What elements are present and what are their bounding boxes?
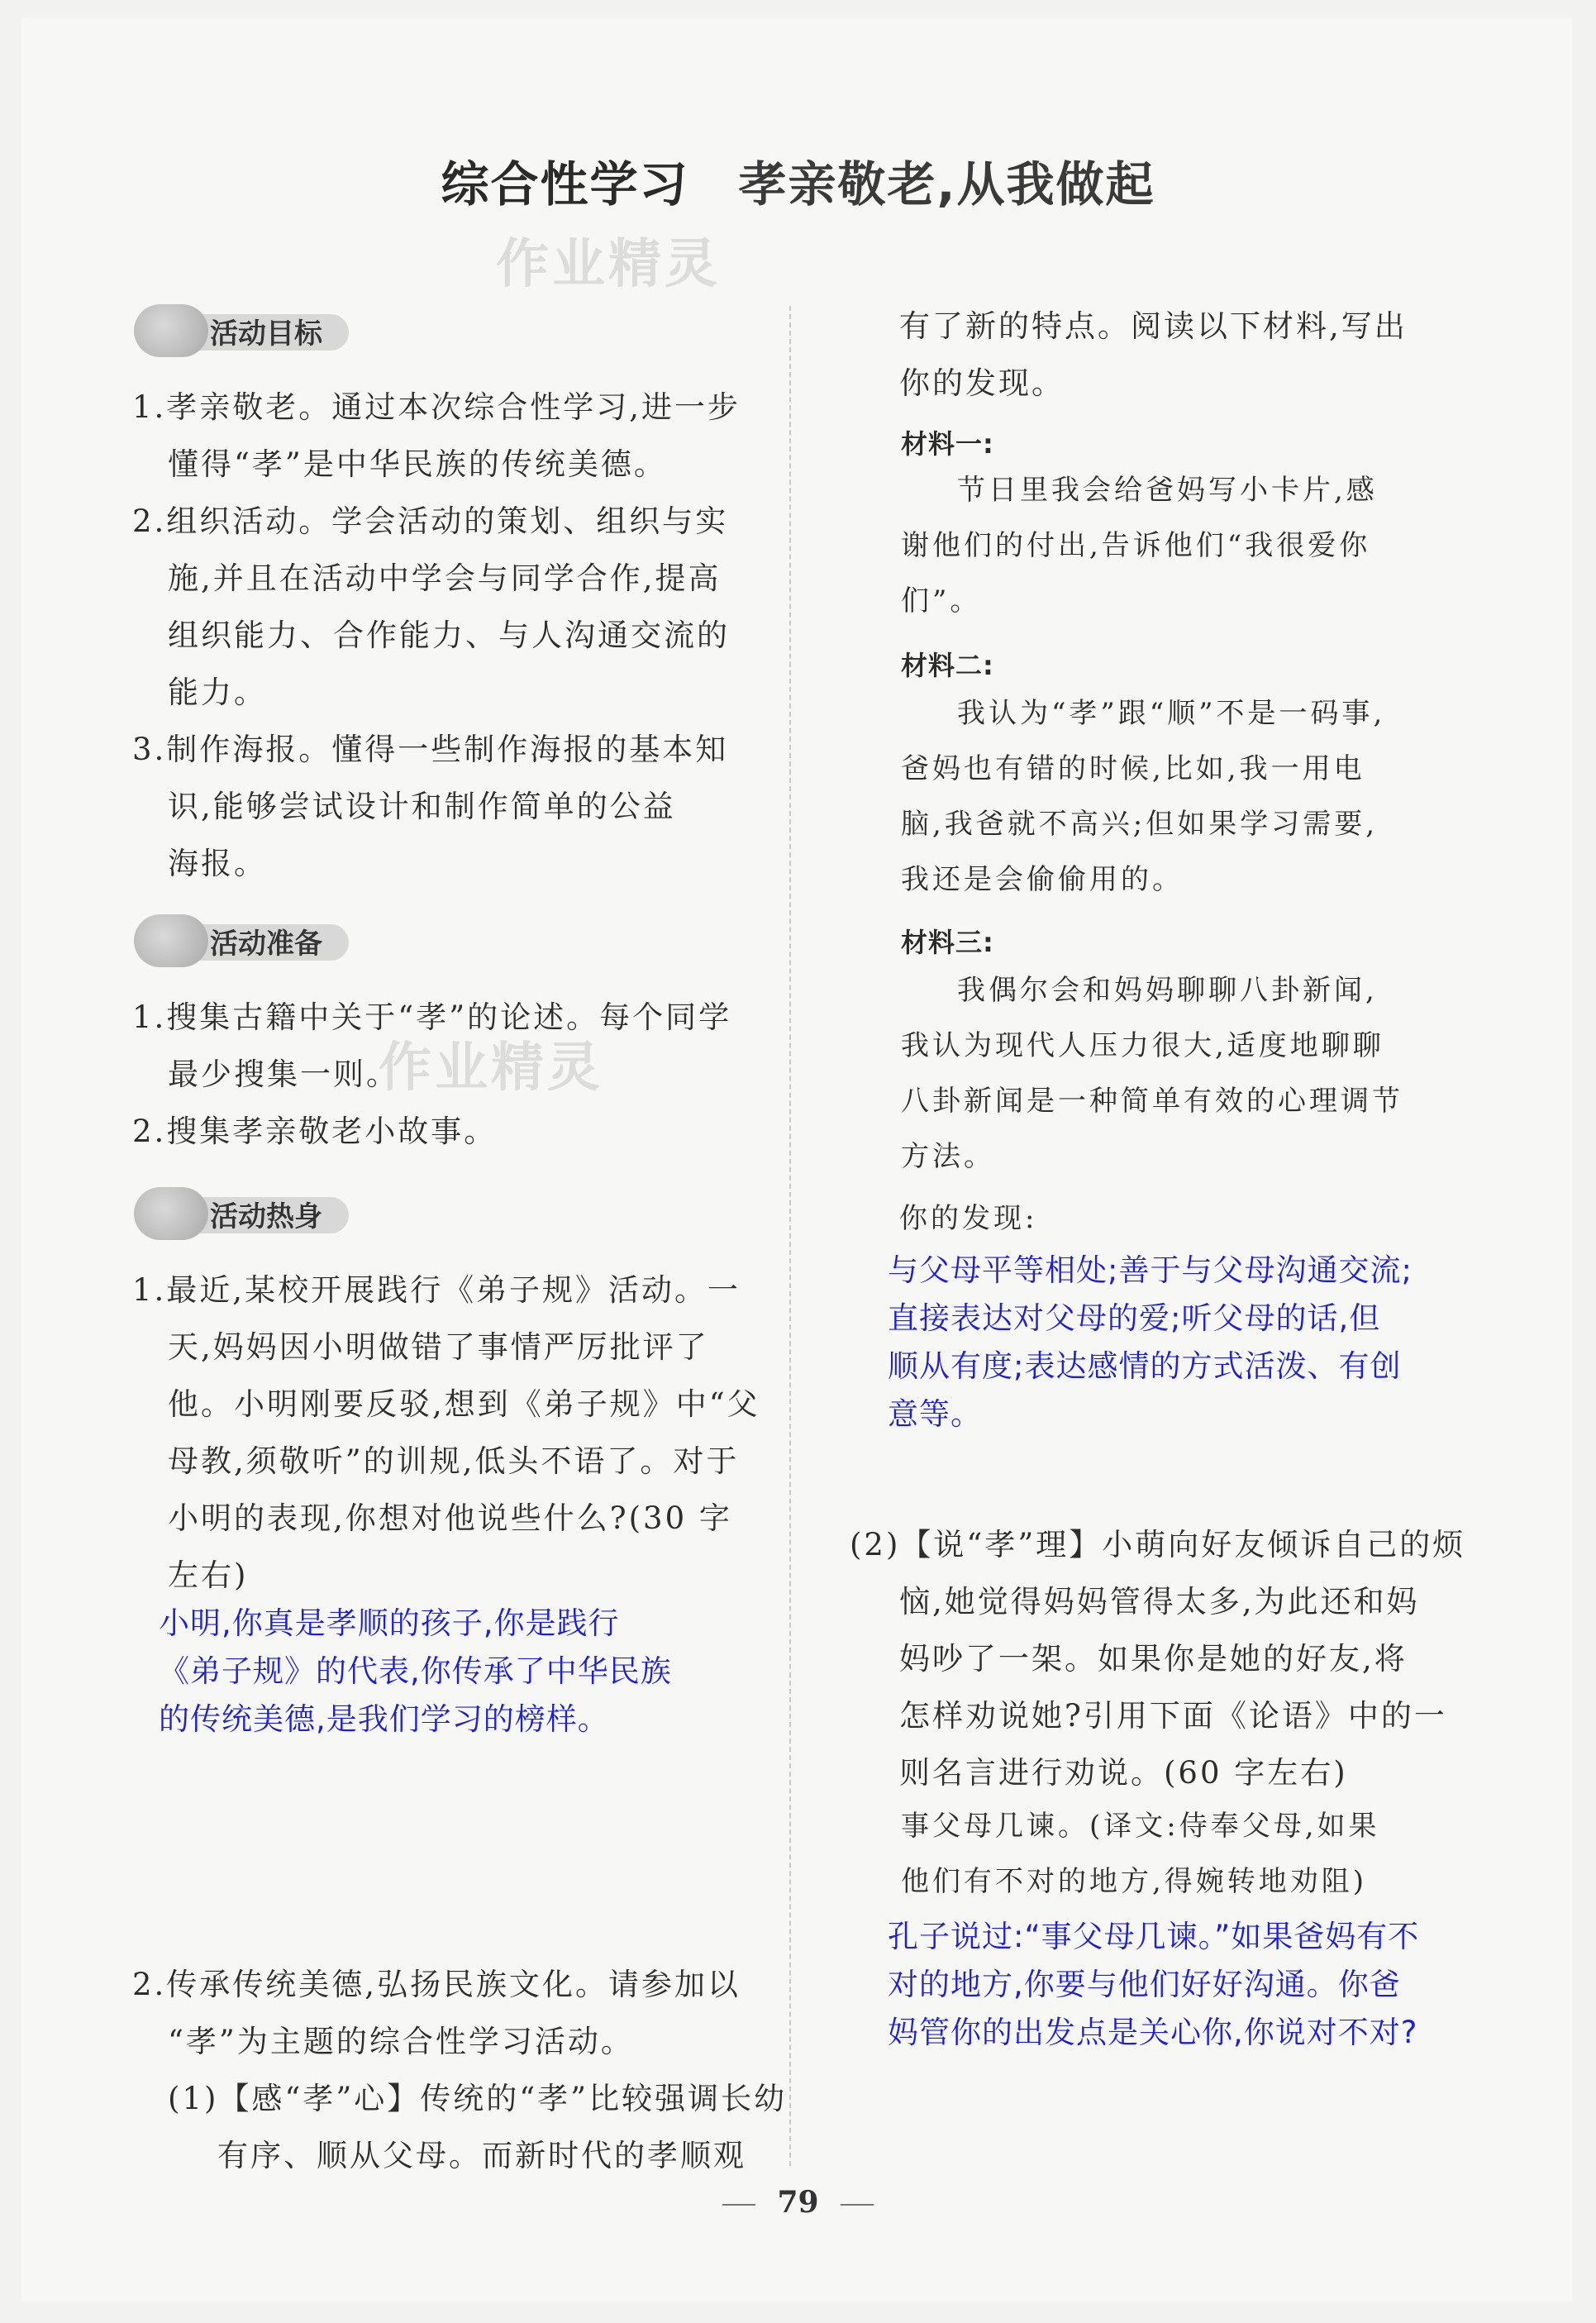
text-line: 我还是会偷偷用的。 [901,863,1184,896]
text-line: 八卦新闻是一种简单有效的心理调节 [901,1085,1403,1118]
answer-line: 对的地方,你要与他们好好沟通。你爸 [888,1967,1401,2002]
answer-line: 孔子说过:“事父母几谏。”如果爸妈有不 [888,1919,1420,1954]
text-line: 我偶尔会和妈妈聊聊八卦新闻, [957,974,1378,1007]
cloud-icon [134,304,208,357]
text-line: 事父母几谏。(译文:侍奉父母,如果 [901,1810,1380,1843]
text-line: 2.搜集孝亲敬老小故事。 [132,1114,498,1149]
answer-1 [159,1600,672,1743]
intro-text [899,298,1408,412]
text-line: 我认为现代人压力很大,适度地聊聊 [901,1029,1384,1062]
text-line: 们”。 [901,584,982,618]
text-line: 恼,她觉得妈妈管得太多,为此还和妈 [899,1584,1420,1619]
answer-line: 直接表达对父母的爱;听父母的话,但 [888,1300,1381,1336]
text-line: (1)【感“孝”心】传统的“孝”比较强调长幼 [168,2081,788,2116]
finding-label: 你的发现: [899,1202,1038,1235]
text-line: 天,妈妈因小明做错了事情严厉批评了 [168,1329,709,1365]
warmup-question-1 [132,1262,760,1604]
answer-line: 意等。 [888,1396,982,1432]
section-label: 活动准备 [210,928,322,961]
cloud-icon [134,1187,208,1240]
text-line: 妈吵了一架。如果你是她的好友,将 [899,1641,1408,1677]
watermark: 作业精灵 [496,234,721,295]
material-3-text [901,963,1403,1185]
text-line: 能力。 [168,675,267,710]
text-line: 母教,须敬听”的训规,低头不语了。对于 [168,1443,740,1479]
text-line: 2.组织活动。学会活动的策划、组织与实 [132,503,729,539]
goal-text [132,379,741,892]
text-line: 施,并且在活动中学会与同学合作,提高 [168,560,722,596]
text-line: 你的发现。 [899,365,1065,401]
text-line: 海报。 [168,846,267,881]
text-line: 识,能够尝试设计和制作简单的公益 [168,789,676,824]
question-2 [132,1956,787,2184]
page-title [0,145,1596,215]
prep-text [132,989,731,1160]
answer-2 [888,1913,1419,2057]
question-2-2 [850,1516,1465,1801]
text-line: 怎样劝说她?引用下面《论语》中的一 [899,1698,1447,1734]
text-line: 2.传承传统美德,弘扬民族文化。请参加以 [132,1967,741,2002]
answer-line: 妈管你的出发点是关心你,你说对不对? [888,2015,1418,2050]
material-2-text [901,686,1385,908]
answer-line: 《弟子规》的代表,你传承了中华民族 [159,1653,672,1689]
section-header-goals [134,298,374,362]
text-line: 他们有不对的地方,得婉转地劝阻) [901,1865,1368,1898]
text-line: 1.最近,某校开展践行《弟子规》活动。一 [132,1272,741,1308]
text-line: 爸妈也有错的时候,比如,我一用电 [901,752,1365,785]
material-2-label: 材料二: [901,650,994,681]
text-line: 有序、顺从父母。而新时代的孝顺观 [217,2138,746,2173]
text-line: 谢他们的付出,告诉他们“我很爱你 [901,529,1371,562]
answer-line: 的传统美德,是我们学习的榜样。 [159,1701,609,1737]
material-1-label: 材料一: [901,428,994,460]
section-header-warmup [134,1181,374,1245]
answer-line: 与父母平等相处;善于与父母沟通交流; [888,1252,1413,1288]
section-label: 活动目标 [210,317,322,351]
material-1-text [901,463,1378,629]
text-line: 左右) [168,1557,249,1593]
text-line: 脑,我爸就不高兴;但如果学习需要, [901,808,1379,841]
text-line: 组织能力、合作能力、与人沟通交流的 [168,618,730,653]
text-line: 1.孝亲敬老。通过本次综合性学习,进一步 [132,389,741,425]
page-number-text: 79 [777,2185,819,2220]
text-line: 他。小明刚要反驳,想到《弟子规》中“父 [168,1386,760,1422]
answer-finding [888,1247,1413,1438]
section-header-prep [134,908,374,972]
text-line: 节日里我会给爸妈写小卡片,感 [957,474,1378,507]
text-line: 小明的表现,你想对他说些什么?(30 字 [168,1500,732,1536]
text-line: “孝”为主题的综合性学习活动。 [168,2024,634,2059]
text-line: 最少搜集一则。 [168,1057,399,1092]
answer-line: 小明,你真是孝顺的孩子,你是践行 [159,1605,620,1641]
watermark: 作业精灵 [379,1037,603,1099]
text-line: 方法。 [901,1140,995,1173]
text-line: 懂得“孝”是中华民族的传统美德。 [168,446,667,482]
text-line: 则名言进行劝说。(60 字左右) [899,1755,1348,1791]
cloud-icon [134,914,208,967]
text-line: 有了新的特点。阅读以下材料,写出 [899,308,1408,344]
text-line: 3.制作海报。懂得一些制作海报的基本知 [132,732,729,767]
section-label: 活动热身 [210,1200,322,1233]
column-divider [789,306,791,2166]
quote-text [901,1799,1380,1910]
answer-line: 顺从有度;表达感情的方式活泼、有创 [888,1348,1402,1384]
material-3-label: 材料三: [901,927,994,958]
page-number [0,2185,1596,2220]
title-part1: 综合性学习 [441,156,689,212]
text-line: (2)【说“孝”理】小萌向好友倾诉自己的烦 [850,1527,1466,1562]
title-part2: 孝亲敬老,从我做起 [738,156,1155,212]
text-line: 1.搜集古籍中关于“孝”的论述。每个同学 [132,999,732,1035]
text-line: 我认为“孝”跟“顺”不是一码事, [957,697,1386,730]
